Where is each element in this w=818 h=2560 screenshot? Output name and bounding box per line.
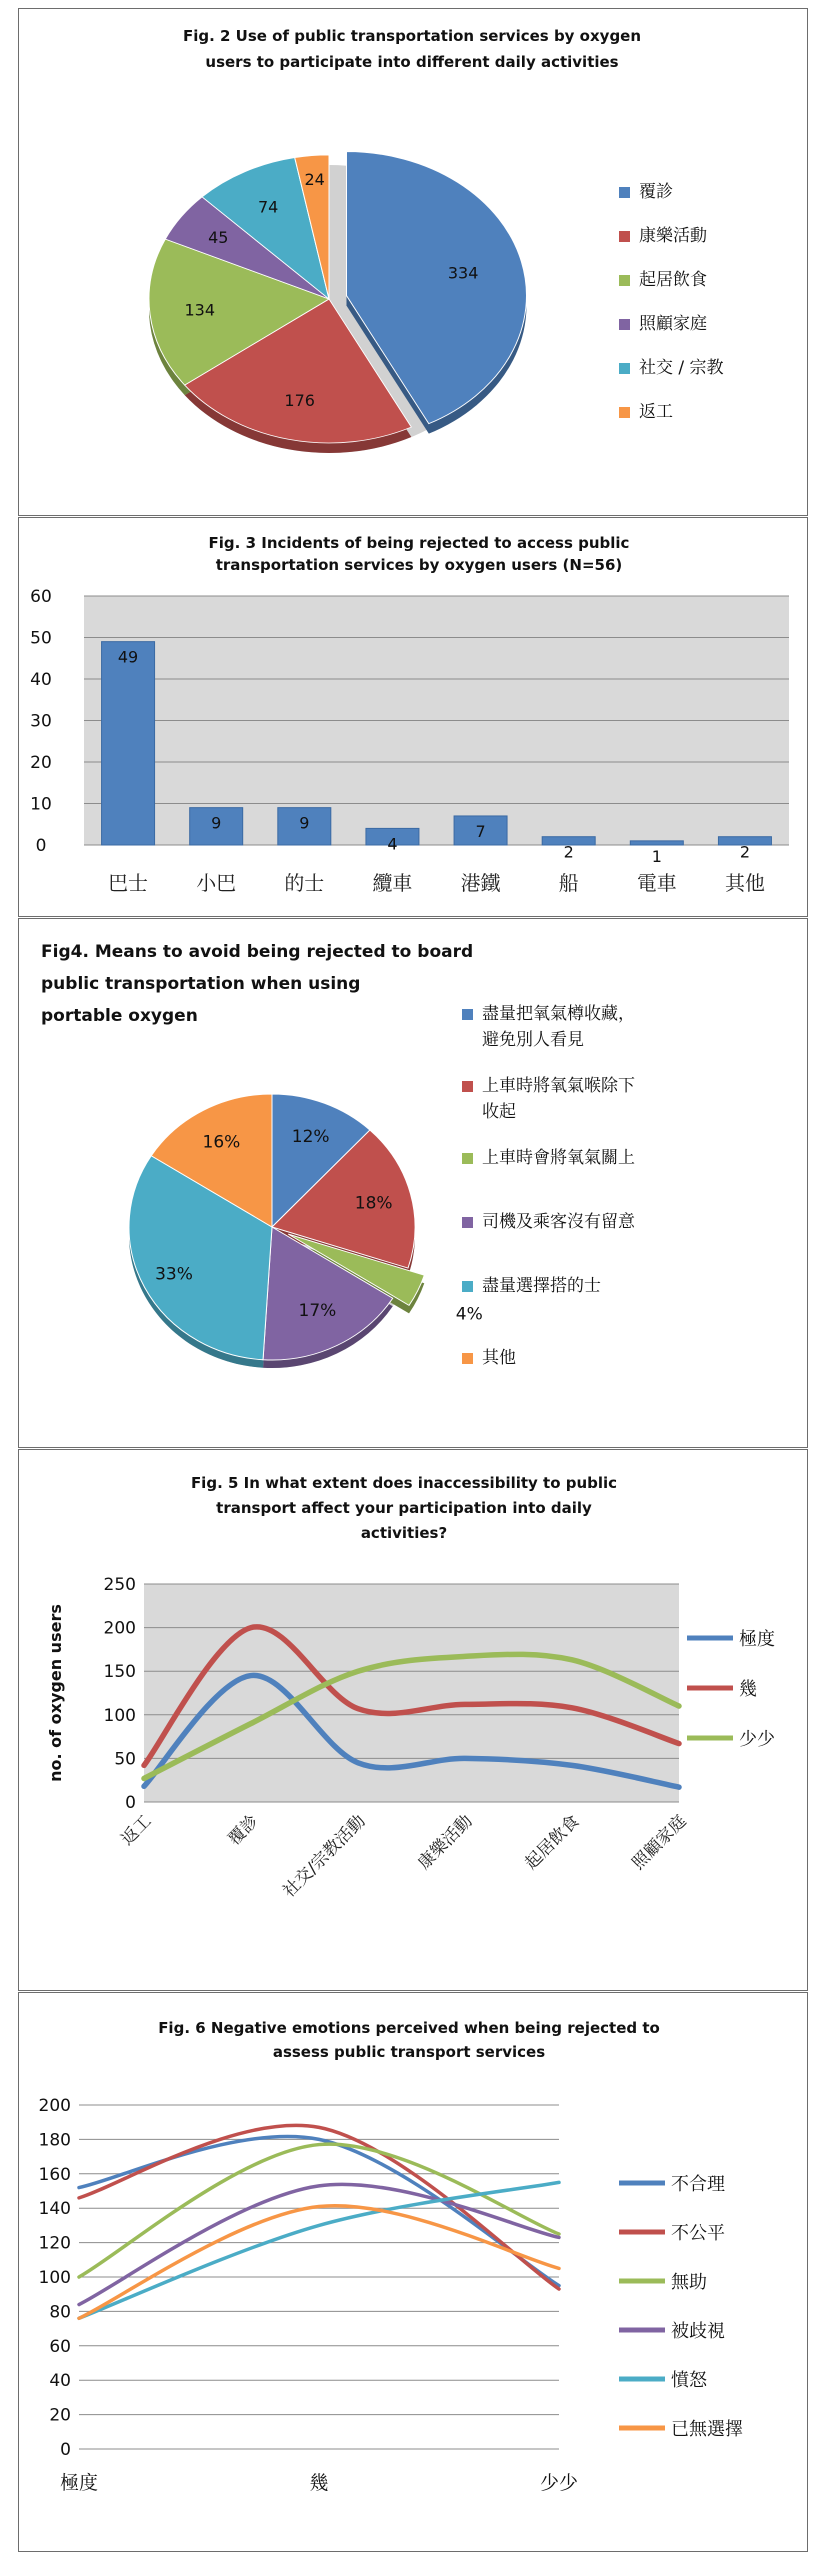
fig2-legend-swatch (619, 319, 630, 330)
fig4-legend-label: 收起 (482, 1102, 516, 1122)
fig2-legend-swatch (619, 187, 630, 198)
fig4-legend-swatch (462, 1009, 473, 1020)
fig3-x-tick-label: 小巴 (196, 871, 237, 895)
fig6-y-tick-label: 40 (49, 2371, 71, 2392)
fig4-legend-label: 司機及乘客沒有留意 (482, 1212, 635, 1232)
fig5-x-tick-label: 起居飲食 (521, 1811, 584, 1874)
fig3-chart (19, 518, 806, 915)
fig2-legend-label: 社交 / 宗教 (639, 358, 724, 378)
fig2-slice-value-label: 24 (304, 170, 325, 190)
fig6-legend-label: 被歧視 (671, 2321, 725, 2342)
fig3-y-tick-label: 60 (30, 587, 52, 607)
fig3-x-tick-label: 船 (558, 871, 579, 895)
fig5-title-line: activities? (360, 1524, 448, 1542)
fig3-y-tick-label: 20 (30, 753, 52, 773)
fig4-title-line: Fig4. Means to avoid being rejected to board (41, 942, 474, 962)
fig5-x-tick-label: 照顧家庭 (628, 1811, 691, 1874)
fig2-chart (19, 9, 806, 514)
fig3-bar (630, 841, 683, 845)
fig6-x-tick-label: 少少 (539, 2472, 579, 2494)
fig4-slice-value-label: 4% (455, 1304, 483, 1325)
fig3-x-tick-label: 纜車 (372, 871, 413, 895)
fig3-y-tick-label: 50 (30, 628, 52, 649)
fig2-legend-label: 起居飲食 (639, 270, 707, 290)
fig6-y-tick-label: 100 (38, 2268, 71, 2288)
fig2-legend-label: 康樂活動 (639, 226, 707, 246)
fig6-legend-label: 不合理 (671, 2174, 725, 2195)
fig3-y-tick-label: 30 (30, 711, 52, 732)
fig3-title-line: transportation services by oxygen users (N=56) (215, 556, 623, 574)
fig2-slice-value-label: 74 (257, 197, 279, 217)
fig2-slice-value-label: 45 (208, 227, 229, 247)
fig4-slice-value-label: 17% (298, 1300, 337, 1321)
fig3-title-line: Fig. 3 Incidents of being rejected to access public (208, 534, 630, 552)
fig3-x-tick-label: 港鐵 (460, 871, 501, 895)
fig3-bar-value-label: 4 (387, 834, 398, 854)
fig2-legend-swatch (619, 407, 630, 418)
fig6-x-tick-label: 極度 (59, 2472, 99, 2494)
fig5-y-tick-label: 0 (125, 1793, 136, 1813)
fig2-legend-swatch (619, 231, 630, 242)
fig3-y-tick-label: 10 (30, 794, 52, 815)
fig4-slice-value-label: 16% (202, 1132, 241, 1153)
fig5-x-tick-label: 覆診 (224, 1811, 263, 1850)
fig2-legend-swatch (619, 275, 630, 286)
fig3-bar-value-label: 2 (563, 842, 574, 862)
fig6-y-tick-label: 60 (49, 2336, 71, 2357)
fig2-legend-swatch (619, 363, 630, 374)
fig5-legend-label: 幾 (739, 1679, 757, 1700)
fig6-chart (19, 1993, 806, 2550)
fig2-legend-label: 覆診 (639, 182, 673, 202)
fig3-x-tick-label: 巴士 (108, 871, 149, 895)
fig3-x-tick-label: 的士 (284, 871, 325, 895)
fig5-x-tick-label: 社交/宗教活動 (279, 1811, 370, 1902)
fig3-bar-value-label: 7 (475, 821, 486, 841)
fig4-legend-swatch (462, 1081, 473, 1092)
fig6-x-tick-label: 幾 (309, 2472, 329, 2494)
fig6-panel (18, 1992, 808, 2552)
fig4-legend-swatch (462, 1217, 473, 1228)
fig6-series-line (79, 2182, 559, 2318)
fig4-legend-label: 上車時會將氧氣關上 (482, 1148, 635, 1168)
fig6-legend-label: 不公平 (671, 2223, 725, 2244)
fig3-bar-value-label: 9 (299, 813, 310, 833)
fig3-bar (102, 642, 155, 845)
fig5-y-tick-label: 150 (103, 1662, 136, 1683)
fig5-y-tick-label: 200 (103, 1618, 136, 1639)
fig6-legend-label: 已無選擇 (671, 2419, 743, 2440)
fig4-slice-value-label: 18% (354, 1193, 393, 1214)
fig4-slice-value-label: 12% (291, 1127, 330, 1148)
fig4-legend-label: 上車時將氧氣喉除下 (482, 1076, 635, 1096)
fig2-panel (18, 8, 808, 516)
fig6-legend-label: 憤怒 (671, 2370, 707, 2391)
fig4-legend-swatch (462, 1281, 473, 1292)
fig5-legend-label: 極度 (739, 1629, 775, 1650)
fig2-legend-label: 照顧家庭 (639, 314, 707, 334)
fig4-panel (18, 918, 808, 1448)
fig5-x-tick-label: 康樂活動 (414, 1811, 477, 1874)
fig5-title-line: transport affect your participation into daily (216, 1499, 592, 1517)
fig4-legend-swatch (462, 1353, 473, 1364)
fig4-title-line: portable oxygen (41, 1006, 198, 1026)
fig4-legend-label: 其他 (482, 1348, 516, 1368)
fig5-y-tick-label: 250 (103, 1575, 136, 1595)
fig2-slice-value-label: 176 (284, 390, 315, 410)
fig6-y-tick-label: 200 (38, 2096, 71, 2116)
fig6-y-tick-label: 160 (38, 2164, 71, 2185)
fig3-y-tick-label: 0 (35, 836, 47, 856)
fig6-y-tick-label: 180 (38, 2130, 71, 2151)
fig3-x-tick-label: 電車 (636, 871, 677, 895)
fig4-slice-value-label: 33% (155, 1264, 193, 1285)
fig6-y-tick-label: 120 (38, 2233, 71, 2254)
fig5-y-tick-label: 50 (114, 1749, 136, 1770)
fig6-title-line: Fig. 6 Negative emotions perceived when being rejected to (158, 2019, 660, 2037)
fig6-y-tick-label: 0 (60, 2440, 71, 2460)
fig5-title-line: Fig. 5 In what extent does inaccessibility to public (190, 1474, 618, 1492)
fig5-x-tick-label: 返工 (117, 1811, 156, 1850)
fig6-title-line: assess public transport services (272, 2043, 546, 2061)
fig3-panel (18, 517, 808, 917)
fig3-x-tick-label: 其他 (724, 871, 765, 895)
fig6-legend-label: 無助 (671, 2272, 707, 2293)
fig5-legend-label: 少少 (739, 1729, 775, 1750)
fig4-pie-group (129, 1094, 424, 1368)
fig5-chart (19, 1450, 806, 1989)
fig6-y-tick-label: 20 (49, 2405, 71, 2426)
fig4-legend-label: 盡量把氧氣樽收藏， (482, 1004, 635, 1024)
fig3-y-tick-label: 40 (30, 670, 52, 690)
fig4-legend-label: 避免別人看見 (482, 1030, 584, 1050)
fig5-y-tick-label: 100 (103, 1705, 136, 1726)
fig6-y-tick-label: 80 (49, 2302, 71, 2323)
fig4-chart (19, 919, 806, 1446)
fig3-bar-value-label: 2 (739, 842, 751, 862)
fig4-title-line: public transportation when using (41, 974, 361, 994)
fig3-bar-value-label: 1 (651, 846, 662, 866)
fig4-legend-label: 盡量選擇搭的士 (482, 1276, 601, 1296)
fig2-legend-label: 返工 (639, 402, 673, 422)
fig5-panel (18, 1449, 808, 1991)
fig3-bar-value-label: 9 (211, 813, 222, 833)
fig2-slice-value-label: 334 (447, 263, 479, 283)
fig2-title-line: users to participate into different daily activities (205, 53, 619, 71)
fig2-title-line: Fig. 2 Use of public transportation services by oxygen (182, 27, 642, 45)
fig4-legend-swatch (462, 1153, 473, 1164)
fig6-y-tick-label: 140 (38, 2199, 71, 2220)
fig2-slice-value-label: 134 (184, 300, 216, 320)
fig5-y-axis-label: no. of oxygen users (46, 1604, 65, 1782)
fig3-bar-value-label: 49 (117, 647, 139, 667)
